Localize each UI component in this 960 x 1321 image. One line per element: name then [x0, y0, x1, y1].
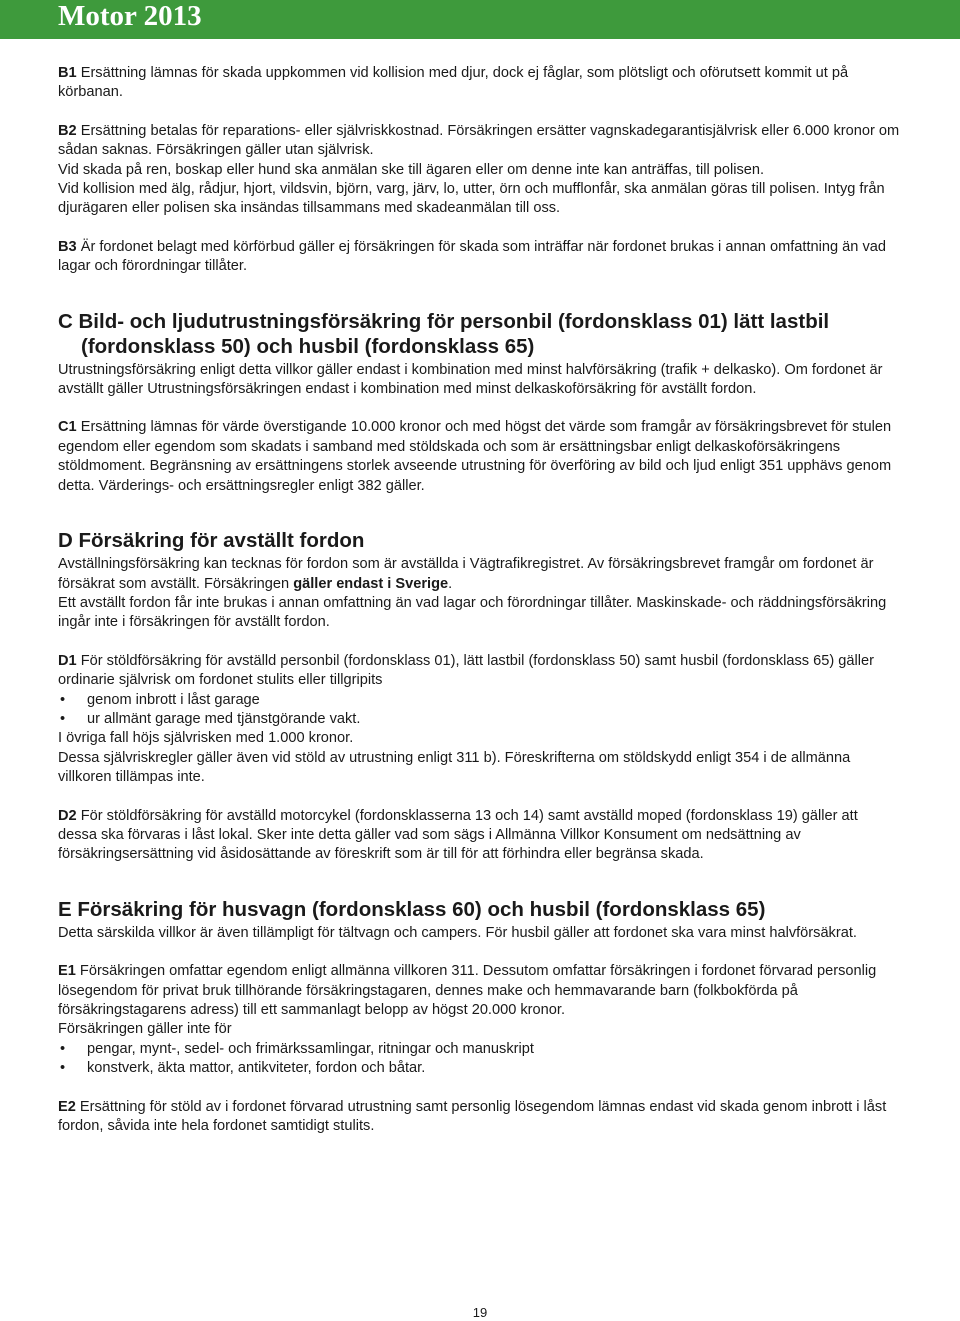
- paragraph-b2-wildlife: Vid kollision med älg, rådjur, hjort, vildsvin, björn, varg, järv, lo, utter, örn och mufflonfår, ska anmälan göras till polisen. Intyg från djurägaren eller polisen ska insändas tillsammans med skadeanmälan till oss.: [58, 181, 885, 217]
- bullet-list-e1: [58, 1040, 900, 1079]
- paragraph-e2: E2 Ersättning för stöld av i fordonet förvarad utrustning samt personlig lösegendom lämnas endast vid skada genom inbrott i låst fordon, såvida inte hela fordonet samtidigt stulits.: [58, 1098, 887, 1135]
- header-bar: [0, 0, 960, 39]
- clause-label: C1: [58, 419, 77, 436]
- paragraph-b1: B1 Ersättning lämnas för skada uppkommen vid kollision med djur, dock ej fåglar, som plötsligt och oförutsett kommit ut på körbanan.: [58, 65, 849, 101]
- clause-label: B1: [58, 65, 77, 81]
- section-e-heading: E Försäkring för husvagn (fordonsklass 60) och husbil (fordonsklass 65): [58, 897, 766, 921]
- clause-label: D2: [58, 807, 77, 824]
- list-item: • genom inbrott i låst garage: [58, 691, 900, 710]
- paragraph-b2: B2 Ersättning betalas för reparations- eller självriskkostnad. Försäkringen ersätter vagnskadegarantisjälvrisk eller 6.000 kronor om sådan saknas. Försäkringen gäller utan självrisk.: [58, 122, 900, 159]
- bullet-icon: •: [60, 710, 66, 727]
- page-number: 19: [472, 1305, 488, 1320]
- paragraph-d-intro: Avställningsförsäkring kan tecknas för fordon som är avställda i Vägtrafikregistret. Av försäkringsbrevet framgår om fordonet är försäkrat som avställt. Försäkringen gäller endast i Sverige.: [58, 556, 874, 592]
- section-c-heading: C Bild- och ljudutrustningsförsäkring för personbil (fordonsklass 01) lätt lastbil (fordonsklass 50) och husbil (fordonsklass 65): [58, 309, 830, 358]
- document-title: Motor 2013: [58, 0, 202, 32]
- paragraph-e-intro: Detta särskilda villkor är även tillämpligt för tältvagn och campers. För husbil gäller att fordonet ska vara minst halvförsäkrat.: [58, 924, 857, 941]
- bullet-icon: •: [60, 1060, 66, 1077]
- list-item: • pengar, mynt-, sedel- och frimärkssamlingar, ritningar och manuskript: [58, 1040, 900, 1059]
- bullet-icon: •: [60, 691, 66, 708]
- bullet-icon: •: [60, 1040, 66, 1057]
- list-item: • konstverk, äkta mattor, antikviteter, fordon och båtar.: [58, 1059, 900, 1078]
- paragraph-d1-after2: Dessa självriskregler gäller även vid stöld av utrustning enligt 311 b). Föreskrifterna om stöldskydd enligt 354 i de allmänna villkoren tillämpas inte.: [58, 749, 851, 786]
- clause-label: B3: [58, 238, 77, 255]
- paragraph-c1: C1 Ersättning lämnas för värde överstigande 10.000 kronor och med högst det värde som framgår av försäkringsbrevet för stulen egendom eller egendom som skadats i samband med stöldskada och som är ersättningsbar enligt delkaskoförsäkringens stöldmoment. Begränsning av ersättningens storlek avseende utrustning för överföring av bild och ljud enligt 351 upphävs genom detta. Värderings- och ersättningsregler enligt 382 gäller.: [58, 419, 892, 494]
- clause-label: B2: [58, 122, 77, 139]
- list-item: • ur allmänt garage med tjänstgörande vakt.: [58, 710, 900, 729]
- clause-label: D1: [58, 652, 77, 669]
- clause-label: E1: [58, 963, 76, 980]
- page-content: [58, 64, 900, 1136]
- paragraph-b3: B3 Är fordonet belagt med körförbud gäller ej försäkringen för skada som inträffar när fordonet brukas i annan omfattning än vad lagar och förordningar tillåter.: [58, 238, 886, 275]
- paragraph-d1-after1: I övriga fall höjs självrisken med 1.000 kronor.: [58, 730, 354, 747]
- clause-label: E2: [58, 1098, 76, 1115]
- paragraph-b2-animals: Vid skada på ren, boskap eller hund ska anmälan ske till ägaren eller om denne inte kan anträffas, till polisen.: [58, 161, 765, 178]
- paragraph-d2: D2 För stöldförsäkring för avställd motorcykel (fordonsklasserna 13 och 14) samt avställd moped (fordonsklass 19) gäller att dessa ska förvaras i låst lokal. Sker inte detta gäller vad som sägs i Allmänna Villkor Konsument om nedsättning av försäkringsersättning vid åsidosättande av föreskrift som är till för att förhindra eller begränsa skada.: [58, 807, 858, 863]
- paragraph-d1: D1 För stöldförsäkring för avställd personbil (fordonsklass 01), lätt lastbil (fordonsklass 50) samt husbil (fordonsklass 65) gäller ordinarie självrisk om fordonet stulits eller tillgripits: [58, 652, 874, 689]
- section-d-heading: D Försäkring för avställt fordon: [58, 529, 365, 553]
- paragraph-e1: E1 Försäkringen omfattar egendom enligt allmänna villkoren 311. Dessutom omfattar försäkringen i fordonet förvarad personlig lösegendom för privat bruk tillhörande försäkringstagaren, dennes make och hemmavarande barn (folkbokförda på försäkringstagarens adress) till ett sammanlagt belopp av högst 20.000 kronor.: [58, 963, 877, 1018]
- bullet-list-d1: [58, 691, 900, 730]
- paragraph-e1-exclusions: Försäkringen gäller inte för: [58, 1021, 232, 1038]
- paragraph-d-intro2: Ett avställt fordon får inte brukas i annan omfattning än vad lagar och förordningar tillåter. Maskinskade- och räddningsförsäkring ingår inte i försäkringen för avställt fordon.: [58, 594, 887, 631]
- paragraph-c-intro: Utrustningsförsäkring enligt detta villkor gäller endast i kombination med minst halvförsäkring (trafik + delkasko). Om fordonet är avställt gäller Utrustningsförsäkringen endast i kombination med minst delkaskoförsäkring för avställt fordon.: [58, 361, 883, 398]
